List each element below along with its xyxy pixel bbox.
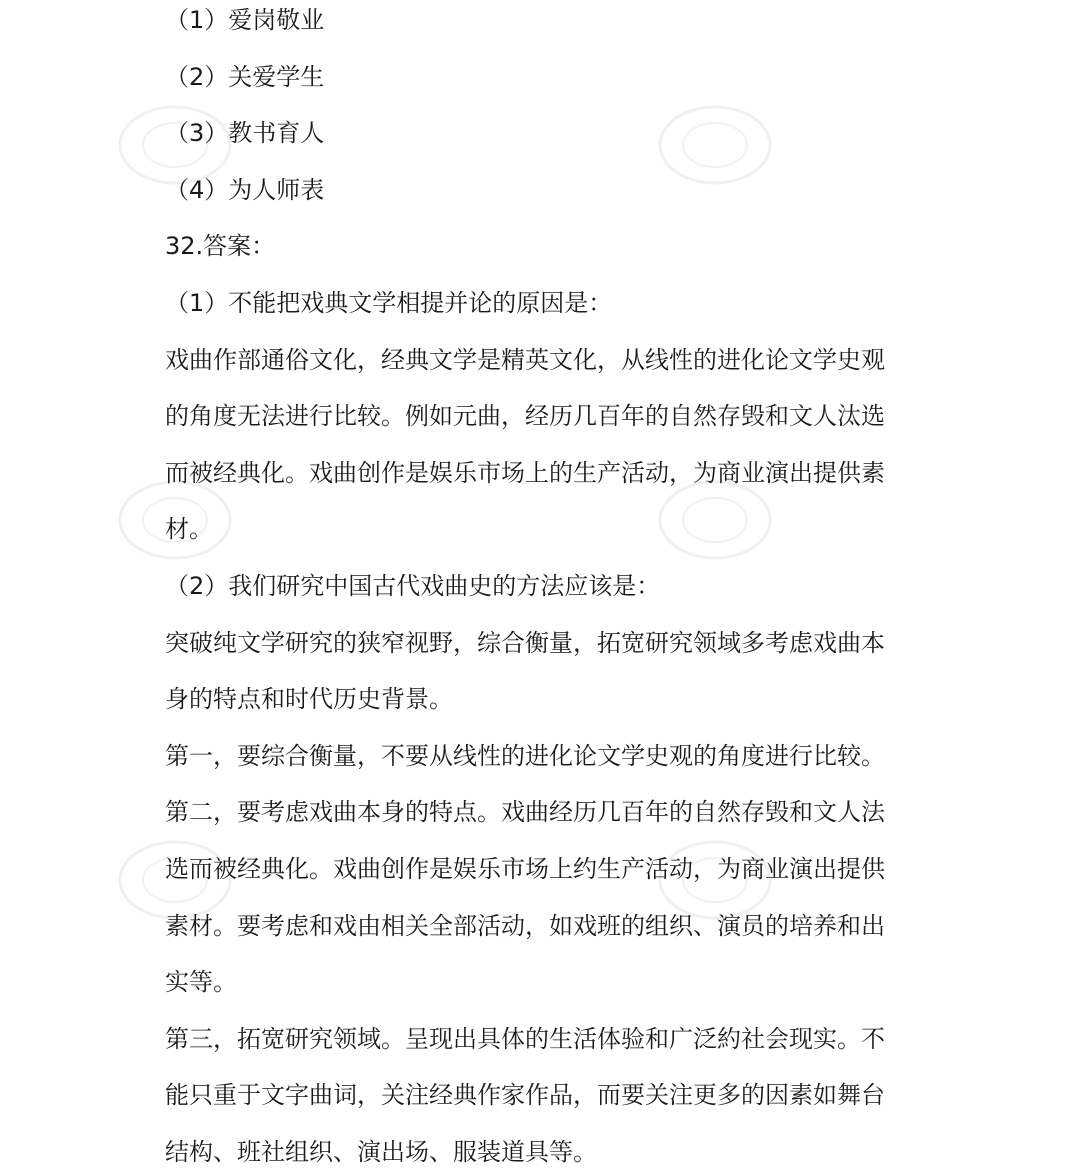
text-line: 结构、班社组织、演出场、服装道具等。 xyxy=(165,1137,597,1166)
text-line: 身的特点和时代历史背景。 xyxy=(165,685,453,714)
point3-paragraph xyxy=(165,1011,925,1175)
part1-title: （1）不能把戏典文学相提并论的原因是： xyxy=(165,288,613,317)
part1-paragraph xyxy=(165,332,925,558)
text-line: 能只重于文字曲词，关注经典作家作品，而要关注更多的因素如舞台 xyxy=(165,1081,885,1110)
text-line: 而被经典化。戏曲创作是娱乐市场上的生产活动，为商业演出提供素 xyxy=(165,458,885,487)
text-line: 选而被经典化。戏曲创作是娱乐市场上约生产活动，为商业演出提供 xyxy=(165,854,885,883)
text-line: 第三，拓宽研究领域。呈现出具体的生活体验和广泛約社会现实。不 xyxy=(165,1024,885,1053)
list-item: （2）关爱学生 xyxy=(165,62,325,91)
point2-paragraph xyxy=(165,784,925,1010)
text-line: 第一，要综合衡量，不要从线性的进化论文学史观的角度进行比较。 xyxy=(165,741,885,770)
answer-heading: 32.答案： xyxy=(165,232,276,261)
list-item: （3）教书育人 xyxy=(165,119,325,148)
text-line: 戏曲作部通俗文化，经典文学是精英文化，从线性的进化论文学史观 xyxy=(165,345,885,374)
point1-paragraph xyxy=(165,728,925,785)
text-line: 的角度无法进行比较。例如元曲，经历几百年的自然存毁和文人汰选 xyxy=(165,402,885,431)
text-line: 第二，要考虑戏曲本身的特点。戏曲经历几百年的自然存毁和文人法 xyxy=(165,798,885,827)
list-item: （1）爱岗敬业 xyxy=(165,6,325,34)
list-item: （4）为人师表 xyxy=(165,175,325,204)
part2-paragraph xyxy=(165,615,925,728)
text-line: 素材。要考虑和戏由相关全部活动，如戏班的组织、演员的培养和出 xyxy=(165,911,885,940)
text-line: 材。 xyxy=(165,515,213,544)
text-line: 突破纯文学研究的狭窄视野，综合衡量，拓宽研究领域多考虑戏曲本 xyxy=(165,628,885,657)
part2-title: （2）我们研究中国古代戏曲史的方法应该是： xyxy=(165,571,661,600)
text-line: 实等。 xyxy=(165,968,237,997)
document-content xyxy=(165,0,925,1175)
